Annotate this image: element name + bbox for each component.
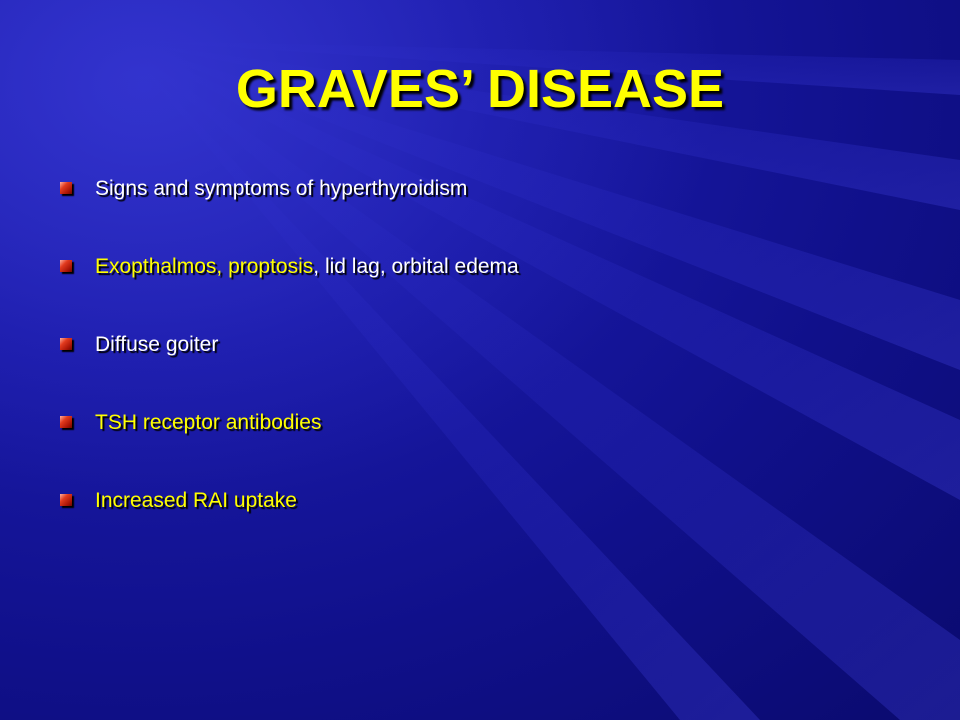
bullet-list bbox=[60, 174, 920, 564]
bullet-item bbox=[60, 408, 920, 486]
red-square-bullet-icon bbox=[60, 338, 72, 350]
bullet-text: Increased RAI uptake bbox=[95, 489, 297, 512]
bullet-text: , lid lag, orbital edema bbox=[313, 255, 519, 278]
bullet-text: Diffuse goiter bbox=[95, 333, 219, 356]
red-square-bullet-icon bbox=[60, 494, 72, 506]
bullet-text: TSH receptor antibodies bbox=[95, 411, 322, 434]
bullet-item bbox=[60, 486, 920, 564]
slide-title: GRAVES’ DISEASE bbox=[235, 59, 725, 119]
bullet-item bbox=[60, 174, 920, 252]
bullet-item bbox=[60, 252, 920, 330]
red-square-bullet-icon bbox=[60, 416, 72, 428]
bullet-text: Signs and symptoms of hyperthyroidism bbox=[95, 177, 468, 200]
bullet-text: Exopthalmos, proptosis bbox=[95, 255, 314, 278]
red-square-bullet-icon bbox=[60, 182, 72, 194]
bullet-item bbox=[60, 330, 920, 408]
red-square-bullet-icon bbox=[60, 260, 72, 272]
